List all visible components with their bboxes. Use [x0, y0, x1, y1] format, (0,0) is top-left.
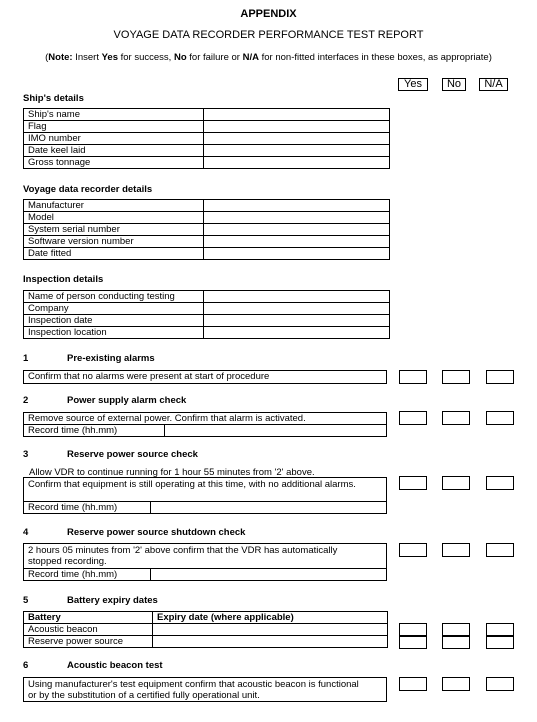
- section-2-no-checkbox[interactable]: [442, 411, 470, 425]
- section-5-number: 5: [23, 595, 29, 606]
- section-3-text: Confirm that equipment is still operating at this time, with no additional alarms.: [28, 479, 356, 490]
- serial-number-field[interactable]: [204, 224, 390, 236]
- date-keel-laid-field[interactable]: [204, 145, 390, 157]
- section-6-text-1: Using manufacturer's test equipment confirm that acoustic beacon is functional: [28, 679, 359, 690]
- expiry-date-column-header: Expiry date (where applicable): [153, 612, 388, 624]
- note-open: (: [45, 52, 49, 63]
- table-row: [24, 145, 390, 157]
- section-3-title: Reserve power source check: [67, 449, 198, 460]
- inspection-details-table: [23, 290, 390, 339]
- table-row: [24, 636, 388, 648]
- ships-details-table: [23, 108, 390, 169]
- section-1-yes-checkbox[interactable]: [399, 370, 427, 384]
- table-row: [24, 248, 390, 260]
- reserve-power-source-expiry-field[interactable]: [153, 636, 388, 648]
- section-4-number: 4: [23, 527, 29, 538]
- note-yes: Yes: [101, 52, 118, 63]
- software-version-field[interactable]: [204, 236, 390, 248]
- table-row: [24, 303, 390, 315]
- section-6-title: Acoustic beacon test: [67, 660, 163, 671]
- section-3-statement: [23, 477, 387, 502]
- inspection-location-field[interactable]: [204, 327, 390, 339]
- table-row: [24, 291, 390, 303]
- section-1-text: Confirm that no alarms were present at start of procedure: [28, 371, 270, 382]
- section-3-no-checkbox[interactable]: [442, 476, 470, 490]
- note-na: N/A: [242, 52, 259, 63]
- serial-number-label: System serial number: [24, 224, 204, 236]
- section-2-title: Power supply alarm check: [67, 395, 187, 406]
- acoustic-beacon-expiry-field[interactable]: [153, 624, 388, 636]
- date-fitted-label: Date fitted: [24, 248, 204, 260]
- section-6-text-2: or by the substitution of a certified fully operational unit.: [28, 690, 260, 701]
- column-header-no: No: [442, 78, 466, 91]
- section-3-yes-checkbox[interactable]: [399, 476, 427, 490]
- table-row: [24, 315, 390, 327]
- table-row: [24, 212, 390, 224]
- section-3-record-label-cell: [23, 501, 151, 514]
- appendix-heading: APPENDIX: [240, 8, 297, 20]
- tester-name-field[interactable]: [204, 291, 390, 303]
- section-1-title: Pre-existing alarms: [67, 353, 155, 364]
- section-1-na-checkbox[interactable]: [486, 370, 514, 384]
- section-2-number: 2: [23, 395, 29, 406]
- company-label: Company: [24, 303, 204, 315]
- manufacturer-field[interactable]: [204, 200, 390, 212]
- column-header-yes: Yes: [398, 78, 428, 91]
- section-3-pre-text: Allow VDR to continue running for 1 hour 55 minutes from '2' above.: [29, 467, 315, 478]
- section-6-number: 6: [23, 660, 29, 671]
- table-row: [24, 624, 388, 636]
- vdr-details-heading: Voyage data recorder details: [23, 184, 153, 195]
- inspection-date-label: Inspection date: [24, 315, 204, 327]
- section-3-record-label: Record time (hh.mm): [28, 502, 118, 513]
- imo-number-field[interactable]: [204, 133, 390, 145]
- section-3-na-checkbox[interactable]: [486, 476, 514, 490]
- vdr-details-table: [23, 199, 390, 260]
- ships-name-field[interactable]: [204, 109, 390, 121]
- table-header-row: [24, 612, 388, 624]
- imo-number-label: IMO number: [24, 133, 204, 145]
- table-row: [24, 200, 390, 212]
- section-4-yes-checkbox[interactable]: [399, 543, 427, 557]
- section-1-statement: [23, 370, 387, 384]
- table-row: [24, 236, 390, 248]
- manufacturer-label: Manufacturer: [24, 200, 204, 212]
- reserve-power-source-label: Reserve power source: [24, 636, 153, 648]
- section-2-text: Remove source of external power. Confirm that alarm is activated.: [28, 413, 306, 424]
- note-text-4: for non-fitted interfaces in these boxes, as appropriate): [258, 52, 492, 63]
- section-4-na-checkbox[interactable]: [486, 543, 514, 557]
- table-row: [24, 224, 390, 236]
- gross-tonnage-field[interactable]: [204, 157, 390, 169]
- section-3-number: 3: [23, 449, 29, 460]
- section-6-no-checkbox[interactable]: [442, 677, 470, 691]
- section-6-na-checkbox[interactable]: [486, 677, 514, 691]
- table-row: [24, 157, 390, 169]
- acoustic-beacon-label: Acoustic beacon: [24, 624, 153, 636]
- column-header-na: N/A: [479, 78, 508, 91]
- section-2-record-label: Record time (hh.mm): [28, 425, 118, 436]
- section-2-record-label-cell: [23, 424, 165, 437]
- section-5-reserve-na-checkbox[interactable]: [486, 635, 514, 649]
- model-field[interactable]: [204, 212, 390, 224]
- section-1-number: 1: [23, 353, 29, 364]
- tester-name-label: Name of person conducting testing: [24, 291, 204, 303]
- note-no: No: [173, 52, 187, 63]
- section-5-title: Battery expiry dates: [67, 595, 158, 606]
- table-row: [24, 327, 390, 339]
- ships-details-heading: Ship's details: [23, 93, 84, 104]
- note-text-3: for failure or: [186, 52, 243, 63]
- instructions-note: [0, 52, 537, 63]
- section-4-title: Reserve power source shutdown check: [67, 527, 246, 538]
- battery-expiry-table: [23, 611, 388, 648]
- section-5-reserve-yes-checkbox[interactable]: [399, 635, 427, 649]
- section-4-statement: [23, 543, 387, 569]
- company-field[interactable]: [204, 303, 390, 315]
- section-4-record-label-cell: [23, 568, 151, 581]
- section-4-record-label: Record time (hh.mm): [28, 569, 118, 580]
- date-fitted-field[interactable]: [204, 248, 390, 260]
- section-1-no-checkbox[interactable]: [442, 370, 470, 384]
- section-4-no-checkbox[interactable]: [442, 543, 470, 557]
- section-2-yes-checkbox[interactable]: [399, 411, 427, 425]
- note-text-1: Insert: [72, 52, 102, 63]
- section-3-record-time-field[interactable]: [150, 501, 387, 514]
- table-row: [24, 109, 390, 121]
- note-label: Note:: [48, 52, 73, 63]
- section-4-record-time-field[interactable]: [150, 568, 387, 581]
- flag-field[interactable]: [204, 121, 390, 133]
- inspection-location-label: Inspection location: [24, 327, 204, 339]
- section-4-text-2: stopped recording.: [28, 556, 107, 567]
- section-4-text-1: 2 hours 05 minutes from '2' above confirm that the VDR has automatically: [28, 545, 338, 556]
- date-keel-laid-label: Date keel laid: [24, 145, 204, 157]
- section-2-record-time-field[interactable]: [164, 424, 387, 437]
- page-title: VOYAGE DATA RECORDER PERFORMANCE TEST REPORT: [113, 29, 424, 41]
- table-row: [24, 133, 390, 145]
- battery-column-header: Battery: [24, 612, 153, 624]
- inspection-date-field[interactable]: [204, 315, 390, 327]
- section-6-yes-checkbox[interactable]: [399, 677, 427, 691]
- model-label: Model: [24, 212, 204, 224]
- ships-name-label: Ship's name: [24, 109, 204, 121]
- flag-label: Flag: [24, 121, 204, 133]
- note-text-2: for success,: [118, 52, 174, 63]
- inspection-details-heading: Inspection details: [23, 274, 104, 285]
- section-2-na-checkbox[interactable]: [486, 411, 514, 425]
- table-row: [24, 121, 390, 133]
- gross-tonnage-label: Gross tonnage: [24, 157, 204, 169]
- section-6-statement: [23, 677, 387, 702]
- section-5-reserve-no-checkbox[interactable]: [442, 635, 470, 649]
- software-version-label: Software version number: [24, 236, 204, 248]
